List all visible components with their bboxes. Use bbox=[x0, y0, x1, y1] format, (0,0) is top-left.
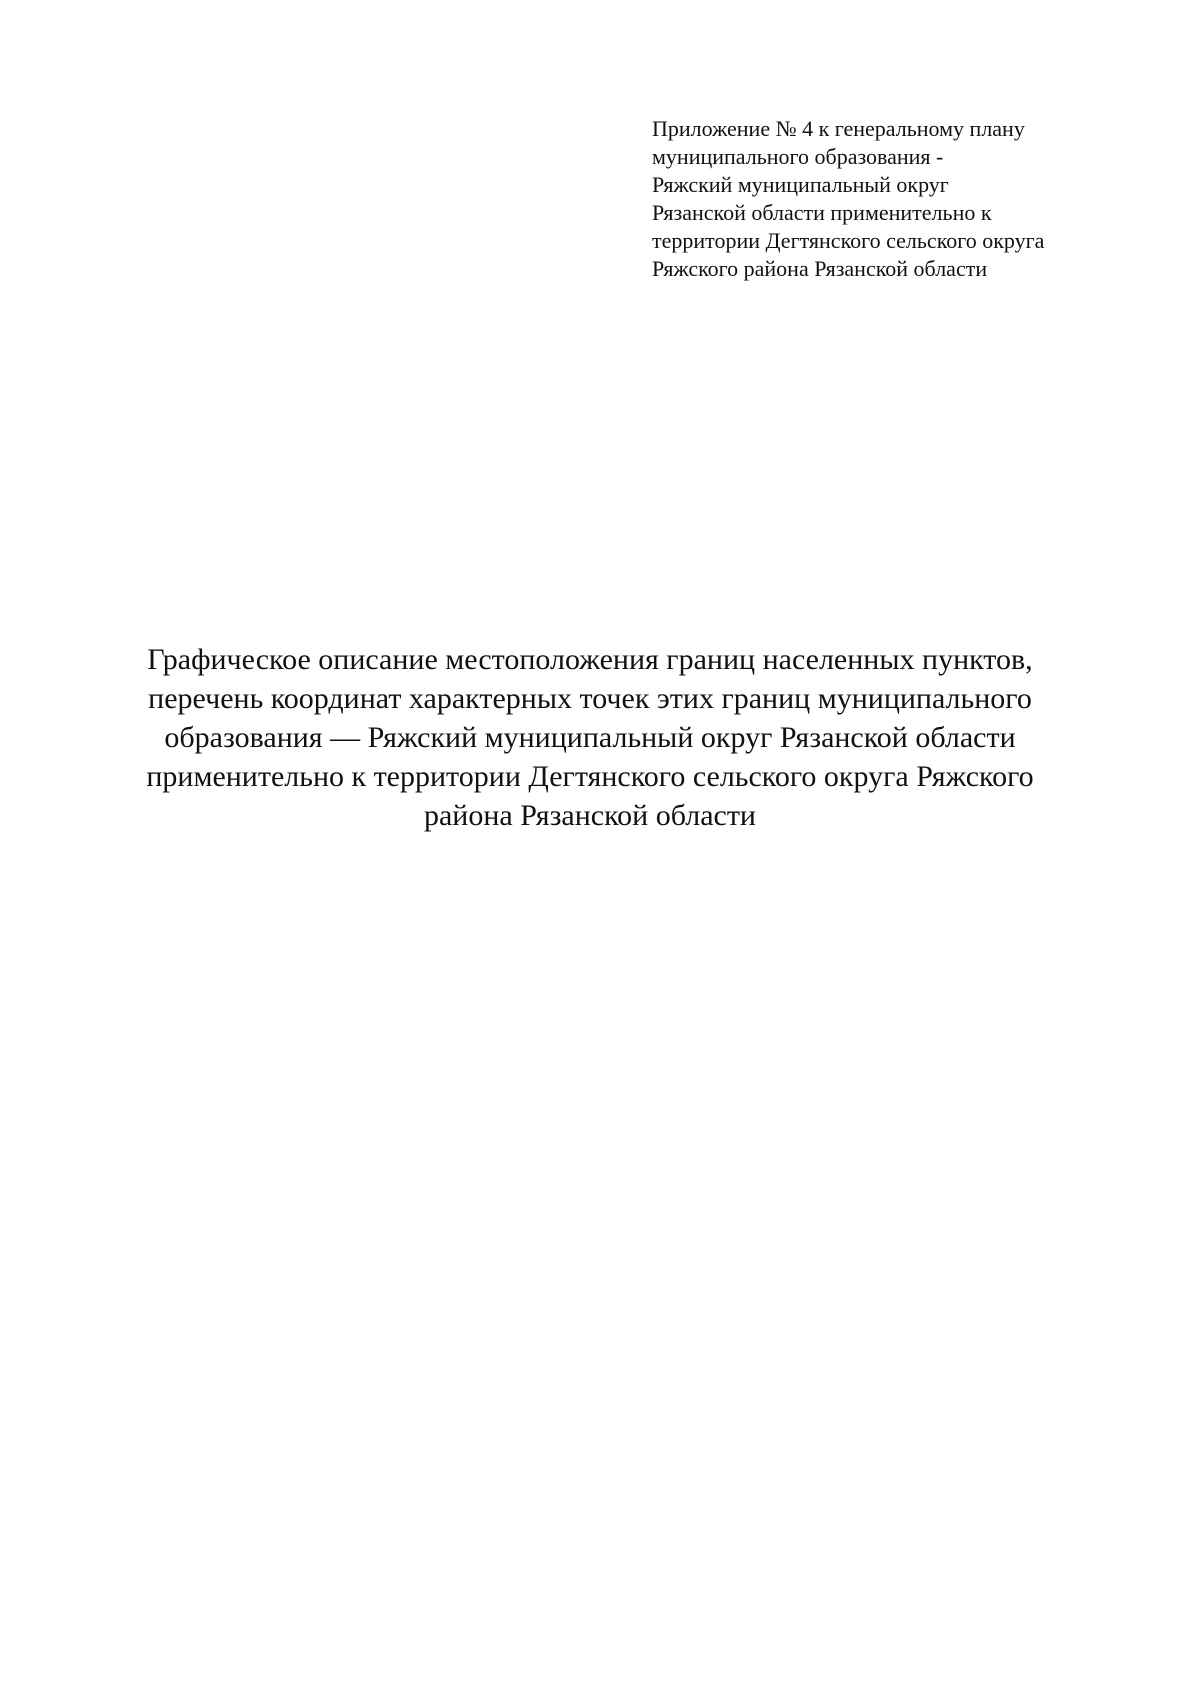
title-line: перечень координат характерных точек этих границ муниципального bbox=[148, 682, 1032, 715]
title-line: Графическое описание местоположения границ населенных пунктов, bbox=[147, 643, 1033, 676]
appendix-line: территории Дегтянского сельского округа bbox=[652, 228, 1045, 253]
appendix-line: муниципального образования - bbox=[652, 144, 944, 169]
title-line: применительно к территории Дегтянского сельского округа Ряжского bbox=[146, 760, 1034, 793]
appendix-line: Ряжский муниципальный округ bbox=[652, 172, 949, 197]
title-line: образования — Ряжский муниципальный округ Рязанской области bbox=[164, 721, 1016, 754]
document-title bbox=[90, 640, 1090, 835]
title-line: района Рязанской области bbox=[423, 799, 756, 832]
appendix-line: Приложение № 4 к генеральному плану bbox=[652, 116, 1025, 141]
appendix-line: Рязанской области применительно к bbox=[652, 200, 992, 225]
appendix-line: Ряжского района Рязанской области bbox=[652, 256, 988, 281]
appendix-reference bbox=[652, 115, 1172, 283]
